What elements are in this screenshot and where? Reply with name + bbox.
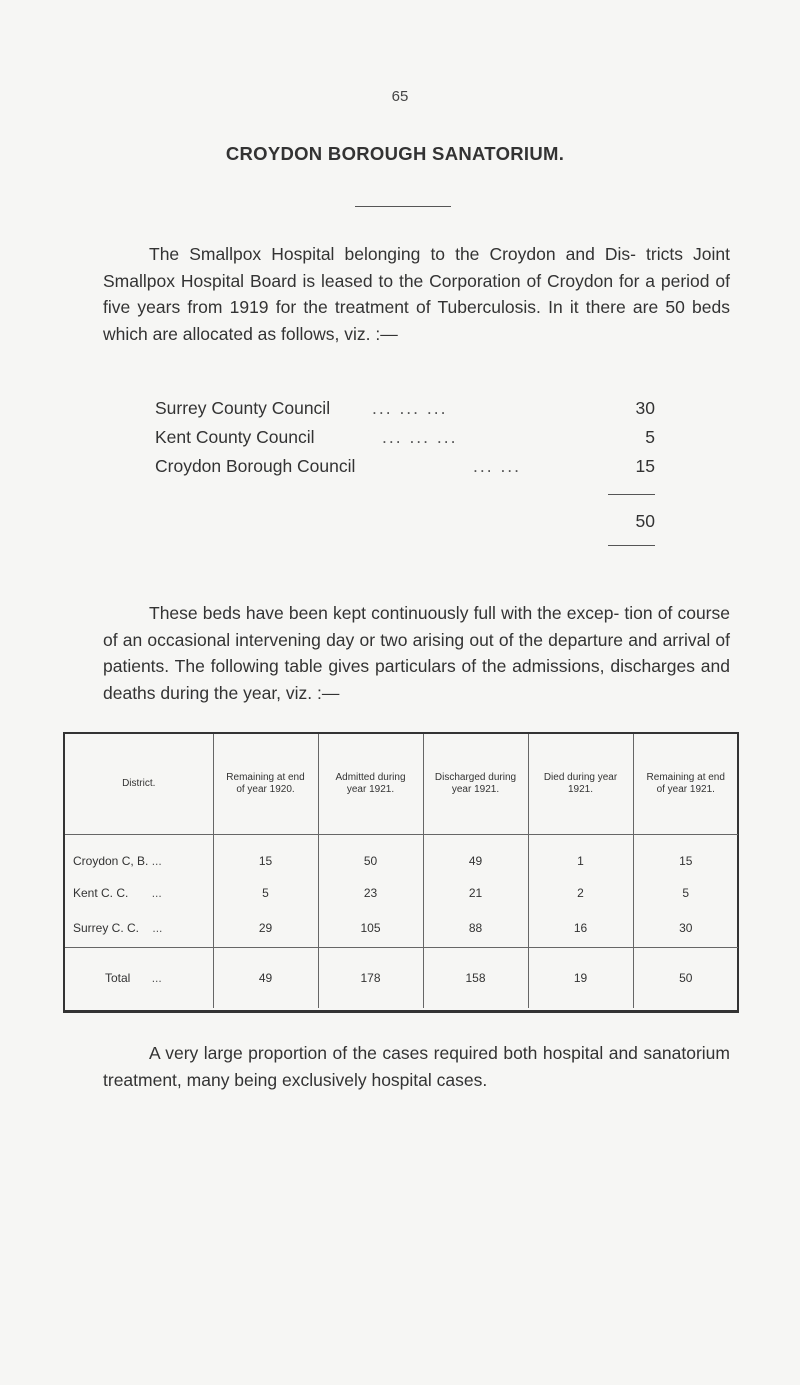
second-paragraph: These beds have been kept continuously full with the excep- tion of course of an occasional intervening day or two arising out of the departure and arrival of patients. The following table gives particulars of the admissions, discharges and deaths during the year, viz. :— [103,603,730,703]
allocation-dots: ... ... ... [382,427,458,447]
table-cell: 5 [633,877,738,909]
allocation-label: Croydon Borough Council [155,456,356,476]
bed-allocation-list [155,398,655,531]
total-cell: 19 [528,948,633,1009]
allocation-value: 5 [645,427,655,447]
table-cell: 21 [423,877,528,909]
table-total-row [65,948,738,1009]
district-cell [65,835,213,878]
table-cell: 50 [318,835,423,878]
admissions-table-frame [63,732,739,1013]
table-header-row [65,734,738,835]
total-cell: 50 [633,948,738,1009]
table-cell: 88 [423,909,528,948]
table-cell: 49 [423,835,528,878]
table-cell: 5 [213,877,318,909]
column-header-discharged: Discharged during year 1921. [423,734,528,835]
table-cell: 23 [318,877,423,909]
table-cell: 15 [213,835,318,878]
table-cell: 1 [528,835,633,878]
allocation-total: 50 [635,511,655,531]
column-header-admitted: Admitted during year 1921. [318,734,423,835]
title-divider [355,206,451,207]
table-row [65,835,738,878]
column-header-died: Died during year 1921. [528,734,633,835]
allocation-value: 30 [635,398,655,418]
total-label: Total [105,971,131,985]
total-cell: 158 [423,948,528,1009]
leader-dots: ... [151,971,162,985]
intro-paragraph: The Smallpox Hospital belonging to the Croydon and Dis- tricts Joint Smallpox Hospital Board is leased to the Corporation of Croydon for a period of five years from 1919 for the treatment of Tuberculosis. In it there are 50 beds which are allocated as follows, viz. :— [103,244,730,344]
table-cell: 105 [318,909,423,948]
allocation-dots: ... ... [473,456,522,476]
leader-dots: ... [151,854,162,868]
leader-dots: ... [152,921,163,935]
table-cell: 16 [528,909,633,948]
allocation-row [155,427,655,456]
table-row [65,909,738,948]
district-cell [65,909,213,948]
column-header-remaining-1921: Remaining at end of year 1921. [633,734,738,835]
page-title: CROYDON BOROUGH SANATORIUM. [225,143,565,164]
allocation-sum-rule [608,494,655,495]
allocation-total-rule [608,545,655,546]
column-header-district: District. [65,734,213,835]
allocation-value: 15 [635,456,655,476]
page-number: 65 [391,88,409,105]
total-label-cell [65,948,213,1009]
allocation-label: Surrey County Council [155,398,331,418]
district-cell [65,877,213,909]
table-cell: 15 [633,835,738,878]
district-name: Kent C. C. [73,886,129,900]
table-cell: 2 [528,877,633,909]
table-cell: 30 [633,909,738,948]
closing-paragraph: A very large proportion of the cases required both hospital and sanatorium treatment, many being exclusively hospital cases. [103,1043,730,1090]
district-name: Croydon C, B. [73,854,149,868]
total-cell: 49 [213,948,318,1009]
allocation-row [155,456,655,485]
allocation-row [155,398,655,427]
district-name: Surrey C. C. [73,921,140,935]
allocation-dots: ... ... ... [372,398,448,418]
admissions-table [65,734,738,1008]
allocation-label: Kent County Council [155,427,315,447]
total-cell: 178 [318,948,423,1009]
leader-dots: ... [151,886,162,900]
table-cell: 29 [213,909,318,948]
table-row [65,877,738,909]
column-header-remaining-1920: Remaining at end of year 1920. [213,734,318,835]
